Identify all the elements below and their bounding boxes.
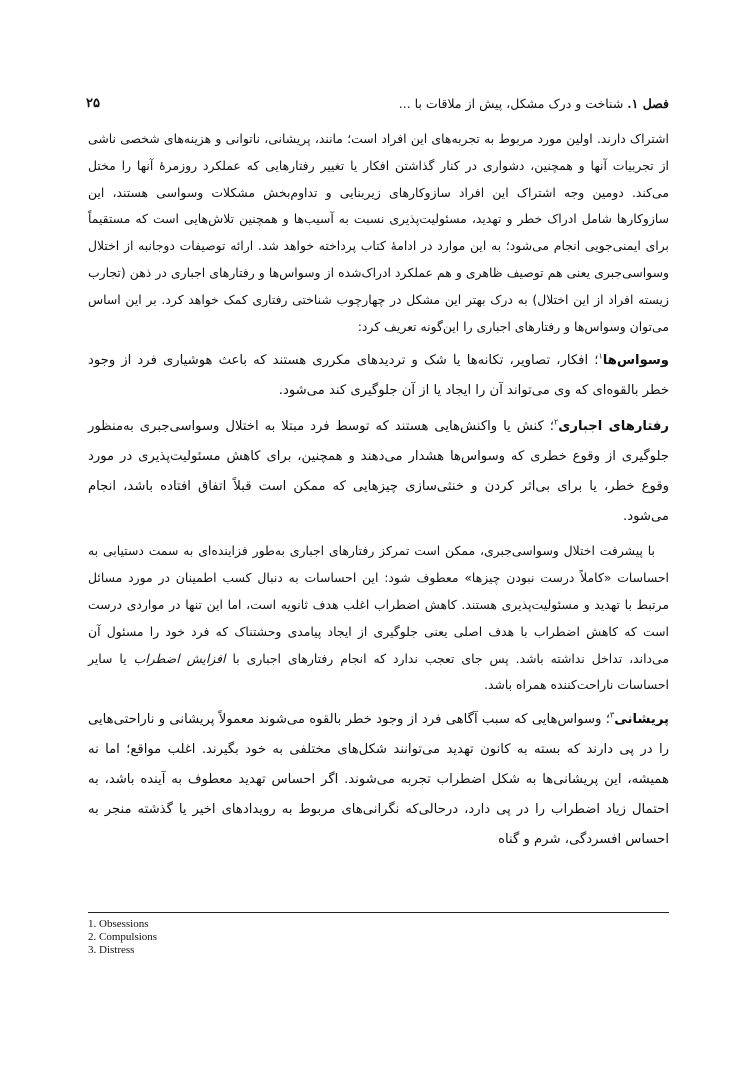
footnote-marker: ۳ xyxy=(609,710,615,720)
definition-text: ؛ وسواس‌هایی که سبب آگاهی فرد از وجود خطر بالقوه می‌شوند معمولاً پریشانی و ناراحتی‌هایی را در پی دارند که بسته به کانون تهدید می‌توانند شکل‌های مختلفی به خود بگیرند. اغلب مواقع؛ اما نه همیشه، این پریشانی‌ها به شکل اضطراب تجربه می‌شوند. اگر احساس تهدید معطوف به آینده باشد، به احتمال زیاد اضطراب را در پی دارد، درحالی‌که نگرانی‌های مربوط به رویدادهای اخیر یا گذشته منجر به احساس افسردگی، شرم و گناه xyxy=(88,712,669,848)
definition-text: ؛ کنش یا واکنش‌هایی هستند که توسط فرد مبتلا به اختلال وسواسی‌جبری به‌منظور جلوگیری از وقوع خطری که وسواس‌ها هشدار می‌دهند و همچنین، برای کاهش مسئولیت‌پذیری در مورد وقوع خطر، یا برای بی‌اثر کردن و خنثی‌سازی چیزهایی که ممکن است قبلاً اتفاق افتاده باشد، انجام می‌شود. xyxy=(88,419,669,525)
chapter-title: شناخت و درک مشکل، پیش از ملاقات با ... xyxy=(398,96,624,111)
definition-text: ؛ افکار، تصاویر، تکانه‌ها یا شک و تردیدهای مکرری هستند که باعث هوشیاری فرد از وجود خطر بالقوه‌ای که وی می‌تواند آن را ایجاد یا از آن جلوگیری کند می‌شود. xyxy=(88,353,669,399)
definition-distress xyxy=(88,705,669,855)
paragraph-text: با پیشرفت اختلال وسواسی‌جبری، ممکن است تمرکز رفتارهای اجباری به‌طور فزاینده‌ای به سمت دستیابی به احساسات «کاملاً درست نبودن چیزها» معطوف شود: این احساسات به دنبال کسب اطمینان در مورد مسائل مرتبط با تهدید و مسئولیت‌پذیری هستند. کاهش اضطراب اغلب هدف ثانویه است، اما این تنها در مواردی درست است که کاهش اضطراب با هدف اصلی یعنی جلوگیری از ایجاد پیامدی وحشتناک که فرد خود را مسئول آن می‌داند، تداخل نداشته باشد. پس جای تعجب ندارد که انجام رفتارهای اجباری با xyxy=(88,543,669,666)
paragraph-text: یا سایر احساسات ناراحت‌کننده همراه باشد. xyxy=(88,650,669,693)
definition-term: رفتارهای اجباری xyxy=(558,419,669,435)
page-number: ۲۵ xyxy=(86,96,100,111)
definition-compulsions xyxy=(88,412,669,532)
body-text xyxy=(88,126,669,861)
footnote-marker: ۲ xyxy=(553,417,559,427)
definition-obsessions xyxy=(88,346,669,406)
emphasis-text: افزایش اضطراب xyxy=(133,650,226,666)
chapter-label: فصل ۱. xyxy=(627,96,669,111)
footnote: 2. Compulsions xyxy=(88,931,158,943)
running-header xyxy=(86,93,669,115)
footnotes xyxy=(88,918,157,957)
footnote-divider xyxy=(88,912,669,913)
definition-term: پریشانی xyxy=(614,712,669,728)
definition-term: وسواس‌ها xyxy=(602,353,669,369)
footnote: 1. Obsessions xyxy=(88,918,149,930)
footnote-marker: ۱ xyxy=(598,351,603,361)
paragraph-progression xyxy=(88,538,669,699)
footnote: 3. Distress xyxy=(88,944,135,956)
chapter-heading xyxy=(399,93,669,115)
paragraph-intro: اشتراک دارند. اولین مورد مربوط به تجربه‌های این افراد است؛ مانند، پریشانی، ناتوانی و هزینه‌های شخصی ناشی از تجربیات آنها و همچنین، دشواری در کنار گذاشتن افکار یا تغییر رفتارهایی که عملکرد روزمرهٔ آنها را مختل می‌کند. دومین وجه اشتراک این افراد سازوکارهای زیربنایی و تداوم‌بخش مشکلات وسواسی هستند، این سازوکارها شامل ادراک خطر و تهدید، مسئولیت‌پذیری نسبت به آسیب‌ها و همچنین تلاش‌هایی است که مستقیماً برای ایمنی‌جویی انجام می‌شود؛ به این موارد در ادامهٔ کتاب پرداخته خواهد شد. ارائه توصیفات دوجانبه از اختلال وسواسی‌جبری یعنی هم توصیف ظاهری و هم عملکرد ادراک‌شده از وسواس‌ها و رفتارهای اجباری در ذهن (تجارب زیسته افراد از این اختلال) به درک بهتر این مشکل در چهارچوب شناختی رفتاری کمک خواهد کرد. بر این اساس می‌توان وسواس‌ها و رفتارهای اجباری را این‌گونه تعریف کرد: xyxy=(88,131,669,334)
